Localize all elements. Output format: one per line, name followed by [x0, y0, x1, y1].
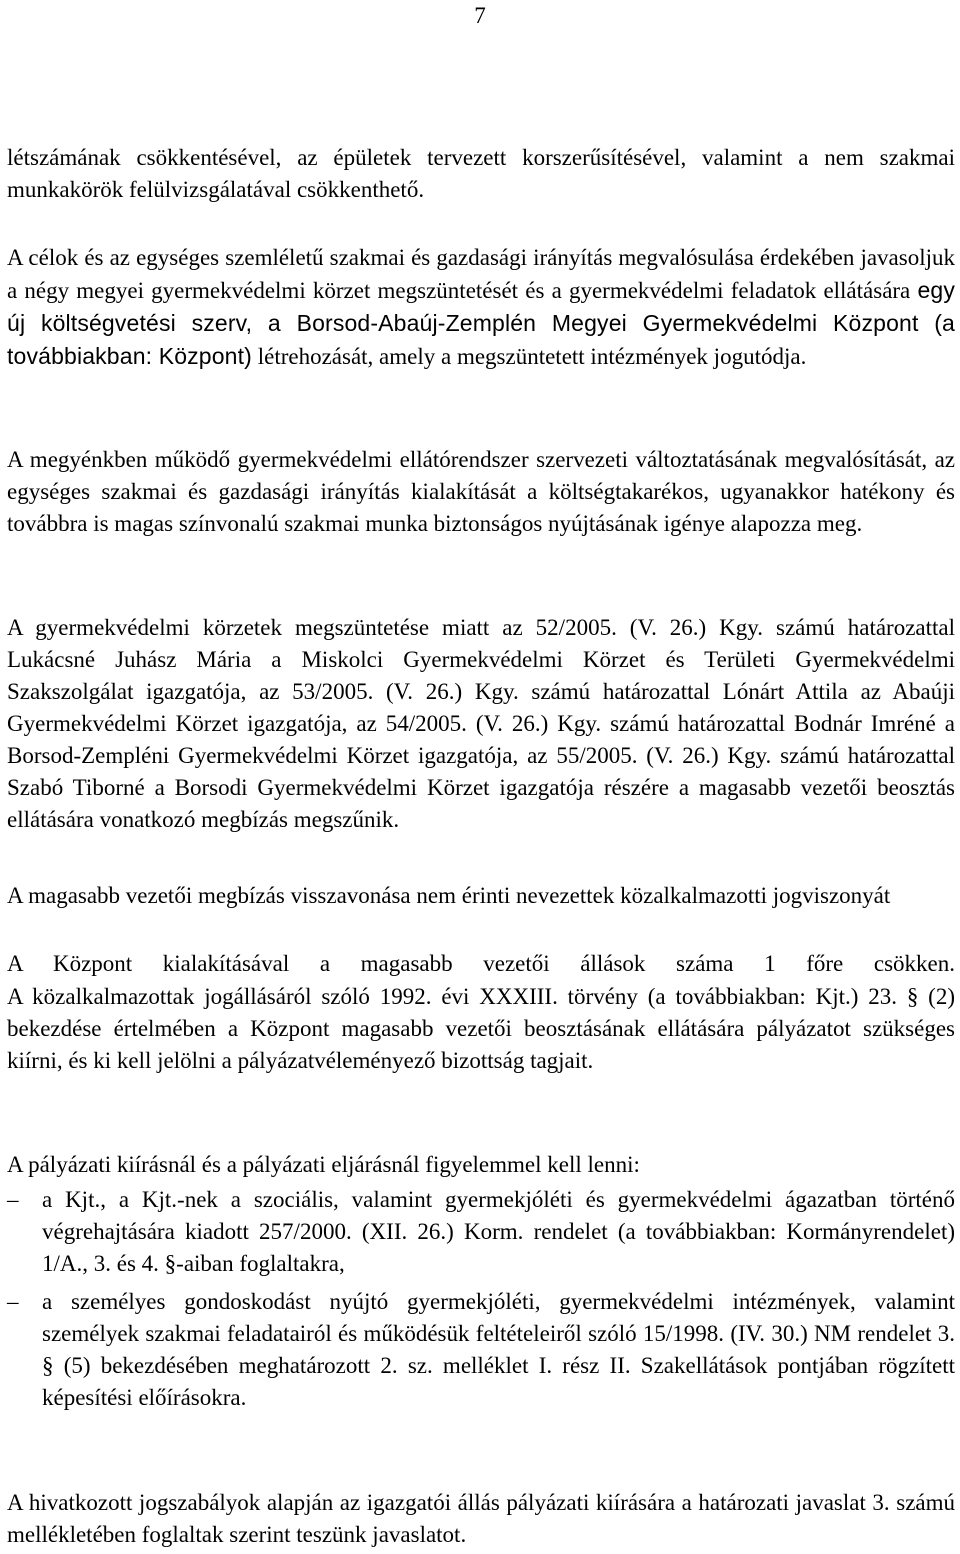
list-item [7, 1286, 955, 1414]
list-dash: – [7, 1187, 19, 1212]
paragraph-tender-conditions: A pályázati kiírásnál és a pályázati eljárásnál figyelemmel kell lenni: [7, 1152, 640, 1177]
paragraph-district-closure: A gyermekvédelmi körzetek megszüntetése miatt az 52/2005. (V. 26.) Kgy. számú határozattal Lukácsné Juhász Mária a Miskolci Gyermekvédelmi Körzet és Területi Gyermekvédelmi Szakszolgálat igazgatója, az 53/2005. (V. 26.) Kgy. számú határozattal Lónárt Attila az Abaúji Gyermekvédelmi Körzet igazgatója, az 54/2005. (V. 26.) Kgy. számú határozattal Bodnár Imréné a Borsod-Zempléni Gyermekvédelmi Körzet igazgatója, az 55/2005. (V. 26.) Kgy. számú határozattal Szabó Tiborné a Borsodi Gyermekvédelmi Körzet igazgatója részére a magasabb vezetői beosztás ellátására vonatkozó megbízás megszűnik. [7, 615, 955, 832]
list-item-text: a Kjt., a Kjt.-nek a szociális, valamint gyermekjóléti és gyermekvédelmi ágazatban történő végrehajtására kiadott 257/2000. (XII. 26.) Korm. rendelet (a továbbiakban: Kormányrendelet) 1/A., 3. és 4. §-aiban foglaltakra, [42, 1187, 955, 1276]
paragraph-appointment-revocation: A magasabb vezetői megbízás visszavonása nem érinti nevezettek közalkalmazotti jogviszonyát [7, 883, 891, 908]
paragraph-proposal-new-body: egy új költségvetési szerv, a Borsod-Abaúj-Zemplén Megyei Gyermekvédelmi Központ (a továbbiakban: Központ) [7, 277, 955, 369]
paragraph-proposal-end: létrehozását, amely a megszüntetett intézmények jogutódja. [251, 344, 807, 369]
list-item-text: a személyes gondoskodást nyújtó gyermekjóléti, gyermekvédelmi intézmények, valamint személyek szakmai feladatairól és működésük feltételeiről szóló 15/1998. (IV. 30.) NM rendelet 3. § (5) bekezdésében meghatározott 2. sz. melléklet I. rész II. Szakellátások pontjában rögzített képesítési előírásokra. [42, 1289, 955, 1410]
paragraph-position-reduction: A Központ kialakításával a magasabb vezetői állások száma 1 főre csökken. [7, 951, 955, 976]
paragraph-reorganization: A megyénkben működő gyermekvédelmi ellátórendszer szervezeti változtatásának megvalósítását, az egységes szakmai és gazdasági irányítás kialakítását a költségtakarékos, ugyanakkor hatékony és továbbra is magas színvonalú szakmai munka biztonságos nyújtásának igénye alapozza meg. [7, 447, 955, 536]
paragraph-proposal-intro: A célok és az egységes szemléletű szakmai és gazdasági irányítás megvalósulása érdekében javasoljuk a négy megyei gyermekvédelmi körzet megszüntetését és a gyermekvédelmi feladatok ellátására [7, 245, 955, 303]
paragraph-staff-reduction: létszámának csökkentésével, az épületek tervezett korszerűsítésével, valamint a nem szakmai munkakörök felülvizsgálatával csökkenthető. [7, 145, 955, 202]
list-item [7, 1184, 955, 1280]
page-number: 7 [474, 3, 486, 28]
paragraph-proposal [7, 242, 955, 373]
paragraph-conclusion: A hivatkozott jogszabályok alapján az igazgatói állás pályázati kiírására a határozati javaslat 3. számú mellékletében foglaltak szerint teszünk javaslatot. [7, 1490, 955, 1547]
list-dash: – [7, 1289, 19, 1314]
paragraph-legal-basis: A közalkalmazottak jogállásáról szóló 1992. évi XXXIII. törvény (a továbbiakban: Kjt.) 23. § (2) bekezdése értelmében a Központ magasabb vezetői beosztásának ellátására pályázatot szükséges kiírni, és ki kell jelölni a pályázatvéleményező bizottság tagjait. [7, 984, 955, 1073]
